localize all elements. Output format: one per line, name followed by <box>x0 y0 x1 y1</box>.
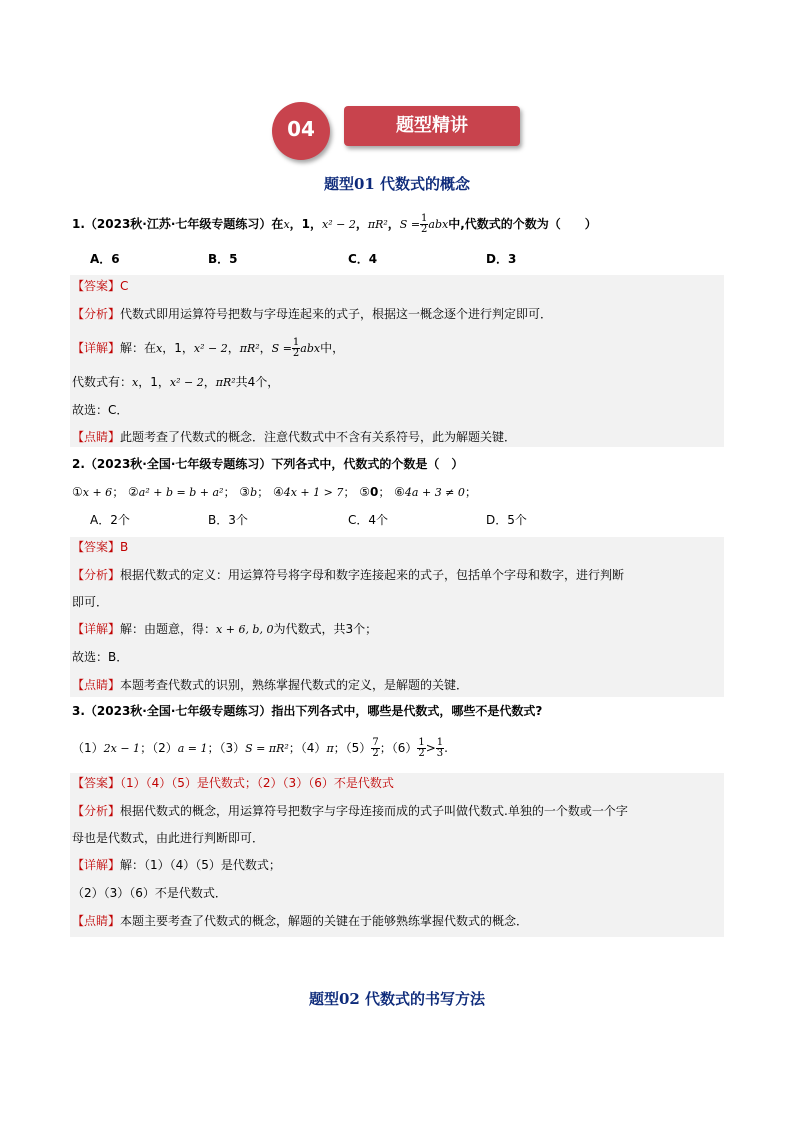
section-number-circle <box>272 102 330 160</box>
section-title: 题型精讲 <box>396 115 468 136</box>
q2-items: ①x + 6； ②a² + b = b + a²； ③b； ④4x + 1 > 7； ⑤0； ⑥4a + 3 ≠ 0； <box>72 485 477 499</box>
q1-choice: 故选：C． <box>72 403 129 417</box>
q2-solution-box <box>70 537 724 697</box>
q2-option-a: A．2个 <box>90 513 130 527</box>
q3-comment: 【点睛】本题主要考查了代数式的概念，解题的关键在于能够熟练掌握代数式的概念． <box>72 914 529 928</box>
q2-option-b: B．3个 <box>208 513 248 527</box>
q2-choice: 故选：B． <box>72 650 129 664</box>
q1-detail-2: 代数式有：x，1，x² − 2，πR²共4个， <box>72 375 280 389</box>
topic-title-1: 题型01 代数式的概念 <box>323 175 471 193</box>
q1-answer: 【答案】C <box>72 279 129 293</box>
q2-analysis-2: 即可． <box>72 595 109 609</box>
q1-analysis: 【分析】代数式即用运算符号把数与字母连起来的式子，根据这一概念逐个进行判定即可． <box>72 307 553 321</box>
q1-stem: 1.（2023秋·江苏·七年级专题练习）在x，1，x² − 2，πR²，S = $\frac{1}{2}$ abx中,代数式的个数为（ ） <box>72 213 597 235</box>
q2-stem: 2.（2023秋·全国·七年级专题练习）下列各式中，代数式的个数是（ ） <box>72 457 464 471</box>
q2-analysis: 【分析】根据代数式的定义：用运算符号将字母和数字连接起来的式子，包括单个字母和数字，进行判断 <box>72 568 625 582</box>
q2-comment: 【点睛】本题考查代数式的识别，熟练掌握代数式的定义，是解题的关键． <box>72 678 469 692</box>
q2-answer: 【答案】B <box>72 540 129 554</box>
q3-detail: 【详解】解：（1）（4）（5）是代数式； <box>72 858 281 872</box>
q3-analysis-2: 母也是代数式，由此进行判断即可． <box>72 831 265 845</box>
q3-detail-2: （2）（3）（6）不是代数式． <box>72 886 227 900</box>
section-title-bar <box>344 106 520 146</box>
section-header-badge <box>272 98 522 162</box>
q1-solution-box <box>70 275 724 447</box>
q1-comment: 【点睛】此题考查了代数式的概念．注意代数式中不含有关系符号，此为解题关键． <box>72 430 517 444</box>
q1-option-d: D．3 <box>486 252 517 266</box>
q1-option-a: A．6 <box>90 252 120 266</box>
q2-detail: 【详解】解：由题意，得：x + 6, b, 0为代数式，共3个； <box>72 622 378 636</box>
q3-answer: 【答案】（1）（4）（5）是代数式；（2）（3）（6）不是代数式 <box>72 776 394 790</box>
section-number: 04 <box>287 117 315 141</box>
q3-stem: 3.（2023秋·全国·七年级专题练习）指出下列各式中，哪些是代数式，哪些不是代数式? <box>72 704 543 718</box>
q3-analysis: 【分析】根据代数式的概念，用运算符号把数字与字母连接而成的式子叫做代数式.单独的一个数或一个字 <box>72 804 628 818</box>
q1-option-c: C．4 <box>348 252 378 266</box>
q3-items: （1）2x − 1；（2）a = 1；（3）S = πR²；（4）π；（5） $\frac{7}{2}$ ；（6） $\frac{1}{2}$ > $\frac{1}{3}$ . <box>72 737 448 759</box>
q1-detail: 【详解】解：在x，1，x² − 2，πR²，S = $\frac{1}{2}$ abx中， <box>72 337 345 359</box>
q2-option-c: C．4个 <box>348 513 389 527</box>
topic-title-2: 题型02 代数式的书写方法 <box>308 990 486 1008</box>
q1-option-b: B．5 <box>208 252 238 266</box>
q2-option-d: D．5个 <box>486 513 527 527</box>
